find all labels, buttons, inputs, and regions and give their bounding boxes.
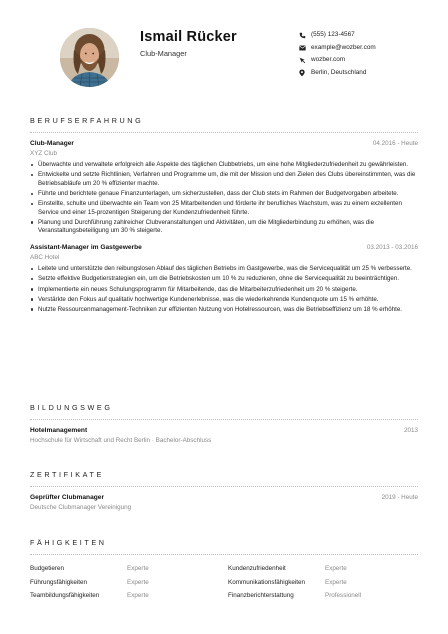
job-company: ABC Hotel <box>30 253 60 261</box>
skill-level: Professionell <box>325 592 362 600</box>
contact-list <box>299 29 376 79</box>
section-title: ZERTIFIKATE <box>30 470 104 479</box>
bullet-item: Setzte effektive Budgetierstrategien ein, um die Betriebskosten um 10 % zu reduzieren, ohne die Servicequalität zu beeinträchtigen. <box>30 275 418 284</box>
bullet-item: Entwickelte und setzte Richtlinien, Verfahren und Programme um, die mit der Mission und den Zielen des Clubs übereinstimmten, was die Betriebsabläufe um 20 % effizienter machte. <box>30 171 418 188</box>
bullet-item: Implementierte ein neues Schulungsprogramm für Mitarbeitende, das die Mitarbeiterzufriedenheit um 20 % steigerte. <box>30 286 418 295</box>
job-entry <box>30 244 418 315</box>
website-text: wozber.com <box>311 56 346 64</box>
location-pin-icon <box>299 69 311 77</box>
phone-icon <box>299 32 311 39</box>
skills-section <box>30 538 418 601</box>
section-title: BERUFSERFAHRUNG <box>30 116 144 125</box>
contact-website[interactable] <box>299 54 376 67</box>
profile-photo <box>60 28 119 87</box>
degree-title: Hotelmanagement <box>30 426 88 434</box>
skill-level: Experte <box>127 592 149 600</box>
job-title: Club-Manager <box>30 139 74 147</box>
skill-level: Experte <box>127 564 149 572</box>
section-divider <box>30 132 418 133</box>
education-entry <box>30 427 418 445</box>
job-bullets <box>30 265 418 314</box>
location-text: Berlin, Deutschland <box>311 68 367 76</box>
skill-name: Kundenzufriedenheit <box>228 564 286 572</box>
skills-grid <box>30 565 418 601</box>
skill-level: Experte <box>127 578 149 586</box>
contact-email[interactable] <box>299 42 376 55</box>
certificate-issuer: Deutsche Clubmanager Vereinigung <box>30 503 132 511</box>
skill-name: Kommunikationsfähigkeiten <box>228 578 306 586</box>
school-name: Hochschule für Wirtschaft und Recht Berlin · Bachelor-Abschluss <box>30 436 212 444</box>
bullet-item: Einstellte, schulte und überwachte ein Team von 25 Mitarbeitenden und förderte ihr berufliches Wachstum, was zu einem exzellenten Service und einer 15-prozentigen Steigerung der Kundenzufriedenheit führte. <box>30 200 418 217</box>
email-icon <box>299 45 311 51</box>
job-title: Assistant-Manager im Gastgewerbe <box>30 243 142 251</box>
education-section <box>30 403 418 445</box>
phone-text: (555) 123-4567 <box>311 30 355 38</box>
candidate-name: Ismail Rücker <box>140 29 237 45</box>
skill-level: Experte <box>325 564 347 572</box>
bullet-item: Nutzte Ressourcenmanagement-Techniken zur effizienten Nutzung von Hotelressourcen, was die Betriebseffizienz um 18 % erhöhte. <box>30 306 418 315</box>
skill-name: Finanzberichterstattung <box>228 592 294 600</box>
candidate-role: Club-Manager <box>140 49 187 58</box>
certificate-title: Geprüfter Clubmanager <box>30 493 105 501</box>
skill-level: Experte <box>325 578 347 586</box>
contact-phone[interactable] <box>299 29 376 42</box>
section-title: BILDUNGSWEG <box>30 403 113 412</box>
certificate-entry <box>30 494 418 512</box>
resume-header <box>30 0 418 110</box>
job-company: XYZ Club <box>30 149 57 157</box>
bullet-item: Überwachte und verwaltete erfolgreich alle Aspekte des täglichen Clubbetriebs, um eine hohe Mitgliederzufriedenheit zu gewährleisten. <box>30 161 418 170</box>
bullet-item: Planung und Durchführung zahlreicher Clubveranstaltungen und Aktivitäten, um die Mitgliederbindung zu erhöhen, was die Veranstaltungsbeteiligung um 30 % steigerte. <box>30 219 418 236</box>
bullet-item: Verstärkte den Fokus auf qualitativ hochwertige Kundenerlebnisse, was die wiederkehrende Kundenquote um 15 % erhöhte. <box>30 296 418 305</box>
bullet-item: Führte und berichtete genaue Finanzunterlagen, um sicherzustellen, dass der Club stets im Rahmen der Budgetvorgaben arbeitete. <box>30 190 418 199</box>
certificates-section <box>30 470 418 512</box>
education-year: 2013 <box>403 426 418 434</box>
skill-name: Führungsfähigkeiten <box>30 578 88 586</box>
job-date: 04.2016 - Heute <box>372 139 418 147</box>
experience-section <box>30 116 418 316</box>
job-bullets <box>30 161 418 236</box>
section-divider <box>30 419 418 420</box>
skill-name: Budgetieren <box>30 564 64 572</box>
section-divider <box>30 486 418 487</box>
contact-location <box>299 67 376 80</box>
job-date: 03.2013 - 03.2016 <box>366 243 418 251</box>
bullet-item: Leitete und unterstützte den reibungslosen Ablauf des täglichen Betriebs im Gastgewerbe, was die Servicequalität um 25 % verbesserte. <box>30 265 418 274</box>
job-entry <box>30 140 418 236</box>
certificate-date: 2019 - Heute <box>381 493 418 501</box>
skill-name: Teambildungsfähigkeiten <box>30 592 100 600</box>
link-icon <box>299 57 311 64</box>
section-title: FÄHIGKEITEN <box>30 538 107 547</box>
email-text: example@wozber.com <box>311 43 376 51</box>
section-divider <box>30 554 418 555</box>
